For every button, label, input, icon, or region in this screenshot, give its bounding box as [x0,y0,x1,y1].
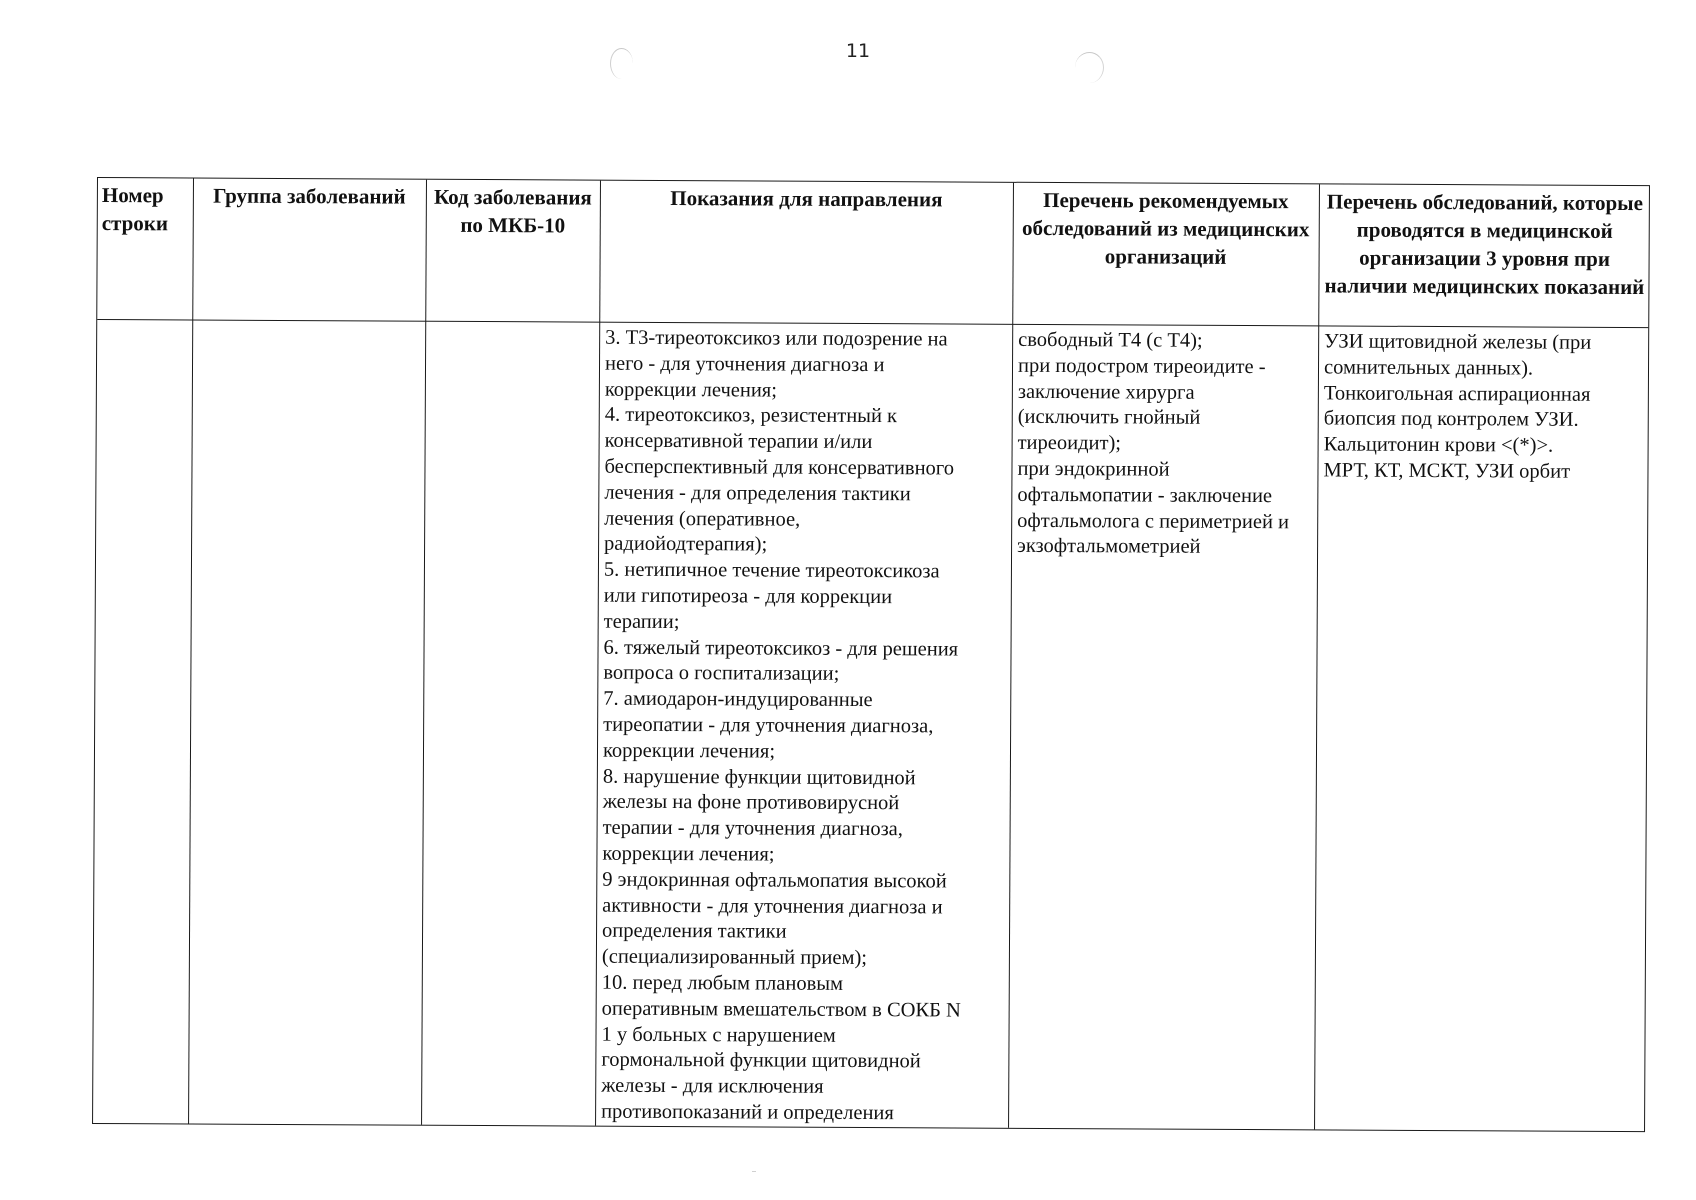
recommended-line: офтальмолога с периметрией и [1017,509,1290,533]
scan-artifact-dot [752,1171,756,1172]
cell-icd10-code [421,323,599,1126]
cell-row-number [93,321,192,1123]
cell-recommended-exams [1008,326,1318,1130]
indication-line: коррекции лечения; [602,739,776,763]
level3-line: Кальцитонин крови <(*)>. [1323,433,1554,457]
indication-line: 6. тяжелый тиреотоксикоз - для решения [603,636,959,661]
header-disease-group: Группа заболеваний [213,183,406,209]
indication-line: бесперспективный для консервативного [604,455,955,480]
cell-disease-group [188,322,425,1125]
indication-line: вопроса о госпитализации; [603,662,840,686]
indication-line: железы на фоне противовирусной [602,791,900,815]
recommended-line: свободный Т4 (с Т4); [1018,328,1203,352]
header-icd10-code: Код заболевания по МКБ-10 [433,184,592,238]
indication-line: определения тактики [602,919,787,943]
level3-line: сомнительных данных). [1323,356,1534,380]
level3-line: МРТ, КТ, МСКТ, УЗИ орбит [1323,459,1571,483]
indication-line: (специализированный прием); [601,945,868,970]
indication-line: 9 эндокринная офтальмопатия высокой [602,868,947,893]
cell-indications [595,324,1012,1128]
indication-line: гормональной функции щитовидной [601,1048,921,1073]
indication-line: лечения - для определения тактики [604,481,911,506]
cell-level3-exams [1314,327,1650,1131]
recommended-line: тиреоидит); [1017,432,1122,455]
indication-line: 8. нарушение функции щитовидной [602,765,916,789]
indication-line: консервативной терапии и/или [604,429,873,454]
indication-line: или гипотиреоза - для коррекции [603,584,893,609]
indication-line: активности - для уточнения диагноза и [602,894,943,918]
header-level3-exams: Перечень обследований, которые проводятся в медицинской организации 3 уровня при наличии медицинских показаний [1324,189,1645,300]
indication-line: радиойодтерапия); [604,533,768,556]
recommended-line: при подостром тиреоидите - [1017,354,1266,378]
indication-line: коррекции лечения; [602,842,775,866]
indication-line: тиреопатии - для уточнения диагноза, [603,713,934,738]
indication-line: коррекции лечения; [604,378,778,402]
indication-line: терапии; [603,610,680,633]
referral-table [92,177,1650,1132]
scan-artifact-left [610,48,633,79]
indication-line: 4. тиреотоксикоз, резистентный к [604,404,898,428]
indication-line: лечения (оперативное, [604,507,801,531]
indication-line: оперативным вмешательством в СОКБ N [601,997,961,1022]
recommended-line: экзофтальмометрией [1017,535,1201,559]
level3-line: Тонкоигольная аспирационная [1323,382,1591,406]
indication-line: терапии - для уточнения диагноза, [602,816,903,841]
indication-line: 3. Т3-тиреотоксикоз или подозрение на [605,326,948,351]
scan-artifact-right [1075,52,1104,83]
recommended-line: офтальмопатии - заключение [1017,483,1273,507]
recommended-line: при эндокринной [1017,457,1170,481]
header-recommended-exams: Перечень рекомендуемых обследований из медицинских организаций [1022,187,1310,269]
indication-line: противопоказаний и определения [601,1100,894,1125]
level3-line: биопсия под контролем УЗИ. [1323,407,1579,432]
indication-line: железы - для исключения [601,1074,824,1098]
indication-line: 5. нетипичное течение тиреотоксикоза [603,558,940,583]
indication-line: 1 у больных с нарушением [601,1023,836,1047]
indication-line: него - для уточнения диагноза и [604,352,885,376]
recommended-line: (исключить гнойный [1017,406,1201,430]
header-indications: Показания для направления [670,186,943,212]
recommended-line: заключение хирурга [1017,380,1195,404]
level3-line: УЗИ щитовидной железы (при [1324,330,1592,354]
indication-line: 7. амиодарон-индуцированные [603,687,873,712]
header-row-number: Номер строки [101,183,169,236]
page-number: 11 [845,40,871,62]
indication-line: 10. перед любым плановым [601,971,844,995]
